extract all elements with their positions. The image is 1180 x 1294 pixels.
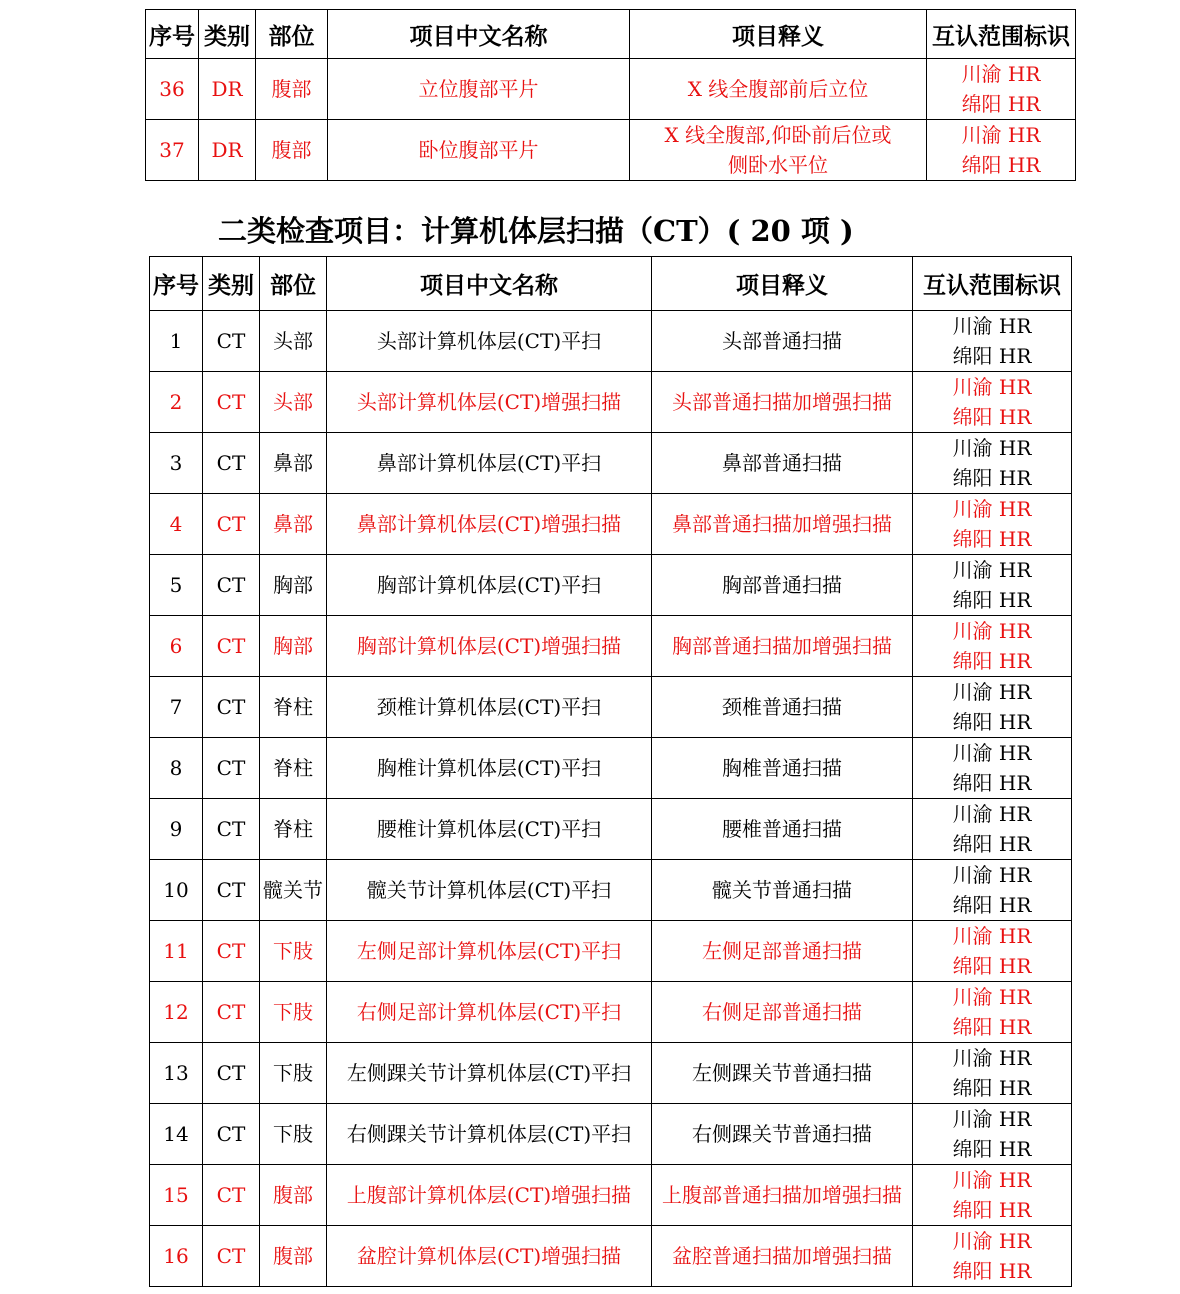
cell-description bbox=[652, 982, 913, 1043]
table-row bbox=[150, 1226, 1072, 1287]
cell-description-line: 右侧踝关节普通扫描 bbox=[692, 1122, 872, 1146]
cell-description bbox=[652, 555, 913, 616]
cell-recognition-line: 绵阳 HR bbox=[952, 588, 1032, 612]
cell-name: 胸部计算机体层(CT)平扫 bbox=[327, 555, 652, 616]
cell-recognition-line: 绵阳 HR bbox=[952, 466, 1032, 490]
cell-recognition-line: 川渝 HR bbox=[952, 680, 1032, 704]
cell-description bbox=[652, 1226, 913, 1287]
cell-description-line: X 线全腹部前后立位 bbox=[687, 77, 869, 101]
cell-no: 13 bbox=[150, 1043, 203, 1104]
cell-recognition bbox=[913, 1104, 1072, 1165]
cell-name: 腰椎计算机体层(CT)平扫 bbox=[327, 799, 652, 860]
cell-name: 立位腹部平片 bbox=[328, 59, 630, 120]
cell-no: 4 bbox=[150, 494, 203, 555]
cell-category: CT bbox=[203, 1226, 260, 1287]
table-row bbox=[150, 311, 1072, 372]
header-description: 项目释义 bbox=[652, 257, 913, 311]
cell-recognition-line: 绵阳 HR bbox=[952, 649, 1032, 673]
cell-recognition bbox=[913, 616, 1072, 677]
cell-recognition-line: 绵阳 HR bbox=[952, 1137, 1032, 1161]
header-category: 类别 bbox=[199, 10, 256, 59]
cell-part: 脊柱 bbox=[260, 738, 327, 799]
cell-description-line: 胸部普通扫描加增强扫描 bbox=[672, 634, 892, 658]
table-row bbox=[150, 677, 1072, 738]
cell-recognition-line: 川渝 HR bbox=[952, 314, 1032, 338]
cell-recognition-line: 绵阳 HR bbox=[952, 1259, 1032, 1283]
cell-description bbox=[652, 799, 913, 860]
cell-category: CT bbox=[203, 1104, 260, 1165]
cell-name: 颈椎计算机体层(CT)平扫 bbox=[327, 677, 652, 738]
header-category: 类别 bbox=[203, 257, 260, 311]
cell-no: 12 bbox=[150, 982, 203, 1043]
cell-category: CT bbox=[203, 1043, 260, 1104]
table-header-row bbox=[146, 10, 1076, 59]
cell-recognition-line: 川渝 HR bbox=[952, 1229, 1032, 1253]
cell-part: 腹部 bbox=[260, 1226, 327, 1287]
cell-description-line: 腰椎普通扫描 bbox=[722, 817, 842, 841]
cell-part: 下肢 bbox=[260, 1043, 327, 1104]
cell-name: 头部计算机体层(CT)增强扫描 bbox=[327, 372, 652, 433]
cell-description-line: 髋关节普通扫描 bbox=[712, 878, 852, 902]
cell-recognition-line: 绵阳 HR bbox=[952, 771, 1032, 795]
cell-no: 6 bbox=[150, 616, 203, 677]
cell-description-line: 头部普通扫描加增强扫描 bbox=[672, 390, 892, 414]
cell-recognition-line: 川渝 HR bbox=[952, 802, 1032, 826]
cell-category: CT bbox=[203, 799, 260, 860]
cell-description-line: 上腹部普通扫描加增强扫描 bbox=[662, 1183, 902, 1207]
cell-recognition bbox=[913, 860, 1072, 921]
cell-recognition bbox=[913, 1226, 1072, 1287]
cell-recognition-line: 川渝 HR bbox=[952, 558, 1032, 582]
ct-table-body bbox=[150, 311, 1072, 1287]
cell-recognition bbox=[913, 433, 1072, 494]
cell-no: 37 bbox=[146, 120, 199, 181]
cell-description-line: 盆腔普通扫描加增强扫描 bbox=[672, 1244, 892, 1268]
cell-recognition bbox=[927, 120, 1076, 181]
cell-description bbox=[652, 921, 913, 982]
cell-part: 脊柱 bbox=[260, 677, 327, 738]
cell-recognition-line: 绵阳 HR bbox=[961, 92, 1041, 116]
cell-part: 下肢 bbox=[260, 1104, 327, 1165]
cell-recognition-line: 绵阳 HR bbox=[952, 405, 1032, 429]
cell-category: CT bbox=[203, 616, 260, 677]
cell-category: CT bbox=[203, 311, 260, 372]
cell-description bbox=[652, 1165, 913, 1226]
table-row bbox=[150, 799, 1072, 860]
cell-recognition-line: 绵阳 HR bbox=[952, 1198, 1032, 1222]
cell-part: 脊柱 bbox=[260, 799, 327, 860]
cell-description-line: 右侧足部普通扫描 bbox=[702, 1000, 862, 1024]
table-row bbox=[150, 555, 1072, 616]
cell-recognition-line: 绵阳 HR bbox=[952, 710, 1032, 734]
cell-description bbox=[652, 1043, 913, 1104]
cell-recognition-line: 川渝 HR bbox=[952, 741, 1032, 765]
dr-table-body bbox=[146, 59, 1076, 181]
cell-name: 左侧足部计算机体层(CT)平扫 bbox=[327, 921, 652, 982]
cell-description bbox=[652, 1104, 913, 1165]
cell-part: 腹部 bbox=[256, 59, 328, 120]
cell-recognition bbox=[927, 59, 1076, 120]
cell-recognition bbox=[913, 1165, 1072, 1226]
cell-part: 胸部 bbox=[260, 555, 327, 616]
cell-no: 14 bbox=[150, 1104, 203, 1165]
cell-recognition bbox=[913, 372, 1072, 433]
cell-part: 髋关节 bbox=[260, 860, 327, 921]
cell-category: CT bbox=[203, 372, 260, 433]
cell-recognition-line: 川渝 HR bbox=[952, 375, 1032, 399]
cell-part: 腹部 bbox=[260, 1165, 327, 1226]
cell-recognition bbox=[913, 494, 1072, 555]
cell-no: 15 bbox=[150, 1165, 203, 1226]
cell-recognition-line: 绵阳 HR bbox=[952, 893, 1032, 917]
cell-no: 16 bbox=[150, 1226, 203, 1287]
cell-recognition bbox=[913, 982, 1072, 1043]
cell-recognition-line: 川渝 HR bbox=[952, 985, 1032, 1009]
cell-name: 鼻部计算机体层(CT)平扫 bbox=[327, 433, 652, 494]
table-row bbox=[150, 921, 1072, 982]
cell-description bbox=[652, 494, 913, 555]
cell-no: 5 bbox=[150, 555, 203, 616]
cell-category: CT bbox=[203, 1165, 260, 1226]
cell-category: CT bbox=[203, 982, 260, 1043]
header-recognition: 互认范围标识 bbox=[913, 257, 1072, 311]
cell-recognition bbox=[913, 921, 1072, 982]
section-title: 二类检查项目：计算机体层扫描（CT）( 20 项 ) bbox=[218, 214, 854, 248]
cell-no: 2 bbox=[150, 372, 203, 433]
cell-part: 下肢 bbox=[260, 921, 327, 982]
cell-recognition bbox=[913, 1043, 1072, 1104]
cell-name: 髋关节计算机体层(CT)平扫 bbox=[327, 860, 652, 921]
cell-category: DR bbox=[199, 59, 256, 120]
cell-recognition-line: 绵阳 HR bbox=[952, 832, 1032, 856]
cell-no: 3 bbox=[150, 433, 203, 494]
cell-part: 头部 bbox=[260, 311, 327, 372]
cell-recognition-line: 绵阳 HR bbox=[952, 344, 1032, 368]
cell-no: 7 bbox=[150, 677, 203, 738]
cell-description bbox=[652, 738, 913, 799]
table-row bbox=[150, 372, 1072, 433]
cell-no: 36 bbox=[146, 59, 199, 120]
cell-description-line: X 线全腹部,仰卧前后位或 bbox=[664, 123, 892, 147]
header-name: 项目中文名称 bbox=[328, 10, 630, 59]
cell-recognition-line: 川渝 HR bbox=[952, 1168, 1032, 1192]
cell-recognition-line: 川渝 HR bbox=[952, 924, 1032, 948]
table-row bbox=[150, 494, 1072, 555]
header-part: 部位 bbox=[256, 10, 328, 59]
table-row bbox=[146, 120, 1076, 181]
cell-name: 头部计算机体层(CT)平扫 bbox=[327, 311, 652, 372]
cell-recognition bbox=[913, 677, 1072, 738]
cell-recognition bbox=[913, 555, 1072, 616]
cell-part: 鼻部 bbox=[260, 433, 327, 494]
cell-recognition-line: 川渝 HR bbox=[961, 123, 1041, 147]
cell-recognition-line: 川渝 HR bbox=[952, 863, 1032, 887]
cell-description-line: 左侧踝关节普通扫描 bbox=[692, 1061, 872, 1085]
cell-description-line: 鼻部普通扫描 bbox=[722, 451, 842, 475]
cell-category: CT bbox=[203, 677, 260, 738]
cell-name: 卧位腹部平片 bbox=[328, 120, 630, 181]
cell-recognition-line: 川渝 HR bbox=[961, 62, 1041, 86]
cell-name: 胸椎计算机体层(CT)平扫 bbox=[327, 738, 652, 799]
cell-no: 1 bbox=[150, 311, 203, 372]
cell-part: 腹部 bbox=[256, 120, 328, 181]
table-row bbox=[150, 1165, 1072, 1226]
cell-name: 右侧踝关节计算机体层(CT)平扫 bbox=[327, 1104, 652, 1165]
cell-description bbox=[652, 433, 913, 494]
cell-category: CT bbox=[203, 860, 260, 921]
cell-name: 上腹部计算机体层(CT)增强扫描 bbox=[327, 1165, 652, 1226]
table-row bbox=[150, 738, 1072, 799]
cell-recognition-line: 绵阳 HR bbox=[952, 1015, 1032, 1039]
cell-recognition-line: 绵阳 HR bbox=[952, 954, 1032, 978]
cell-description bbox=[652, 372, 913, 433]
cell-description bbox=[652, 860, 913, 921]
table-row bbox=[150, 433, 1072, 494]
cell-name: 右侧足部计算机体层(CT)平扫 bbox=[327, 982, 652, 1043]
dr-items-table bbox=[145, 9, 1076, 181]
cell-recognition-line: 川渝 HR bbox=[952, 619, 1032, 643]
cell-part: 下肢 bbox=[260, 982, 327, 1043]
cell-recognition-line: 川渝 HR bbox=[952, 436, 1032, 460]
table-row bbox=[150, 616, 1072, 677]
cell-recognition-line: 绵阳 HR bbox=[952, 1076, 1032, 1100]
cell-no: 11 bbox=[150, 921, 203, 982]
cell-description bbox=[652, 311, 913, 372]
ct-items-table bbox=[149, 256, 1072, 1287]
header-part: 部位 bbox=[260, 257, 327, 311]
cell-category: DR bbox=[199, 120, 256, 181]
cell-recognition-line: 川渝 HR bbox=[952, 1046, 1032, 1070]
cell-no: 9 bbox=[150, 799, 203, 860]
cell-description bbox=[652, 616, 913, 677]
cell-description bbox=[630, 120, 927, 181]
cell-recognition-line: 绵阳 HR bbox=[952, 527, 1032, 551]
cell-name: 鼻部计算机体层(CT)增强扫描 bbox=[327, 494, 652, 555]
cell-category: CT bbox=[203, 433, 260, 494]
cell-category: CT bbox=[203, 555, 260, 616]
header-recognition: 互认范围标识 bbox=[927, 10, 1076, 59]
cell-recognition-line: 川渝 HR bbox=[952, 497, 1032, 521]
cell-category: CT bbox=[203, 738, 260, 799]
header-description: 项目释义 bbox=[630, 10, 927, 59]
cell-recognition-line: 川渝 HR bbox=[952, 1107, 1032, 1131]
header-no: 序号 bbox=[150, 257, 203, 311]
cell-name: 胸部计算机体层(CT)增强扫描 bbox=[327, 616, 652, 677]
table-row bbox=[150, 982, 1072, 1043]
cell-description-line: 头部普通扫描 bbox=[722, 329, 842, 353]
table-row bbox=[150, 1104, 1072, 1165]
cell-description-line: 胸椎普通扫描 bbox=[722, 756, 842, 780]
cell-category: CT bbox=[203, 921, 260, 982]
cell-description-line: 鼻部普通扫描加增强扫描 bbox=[672, 512, 892, 536]
cell-part: 头部 bbox=[260, 372, 327, 433]
cell-name: 左侧踝关节计算机体层(CT)平扫 bbox=[327, 1043, 652, 1104]
cell-part: 鼻部 bbox=[260, 494, 327, 555]
cell-description-line: 颈椎普通扫描 bbox=[722, 695, 842, 719]
cell-recognition bbox=[913, 799, 1072, 860]
cell-description-line: 胸部普通扫描 bbox=[722, 573, 842, 597]
cell-no: 8 bbox=[150, 738, 203, 799]
table-header-row bbox=[150, 257, 1072, 311]
header-name: 项目中文名称 bbox=[327, 257, 652, 311]
cell-description bbox=[630, 59, 927, 120]
cell-name: 盆腔计算机体层(CT)增强扫描 bbox=[327, 1226, 652, 1287]
header-no: 序号 bbox=[146, 10, 199, 59]
cell-description-line: 侧卧水平位 bbox=[728, 153, 828, 177]
table-row bbox=[146, 59, 1076, 120]
cell-part: 胸部 bbox=[260, 616, 327, 677]
cell-description-line: 左侧足部普通扫描 bbox=[702, 939, 862, 963]
cell-recognition bbox=[913, 311, 1072, 372]
table-row bbox=[150, 860, 1072, 921]
cell-description bbox=[652, 677, 913, 738]
cell-category: CT bbox=[203, 494, 260, 555]
cell-recognition-line: 绵阳 HR bbox=[961, 153, 1041, 177]
cell-recognition bbox=[913, 738, 1072, 799]
table-row bbox=[150, 1043, 1072, 1104]
cell-no: 10 bbox=[150, 860, 203, 921]
